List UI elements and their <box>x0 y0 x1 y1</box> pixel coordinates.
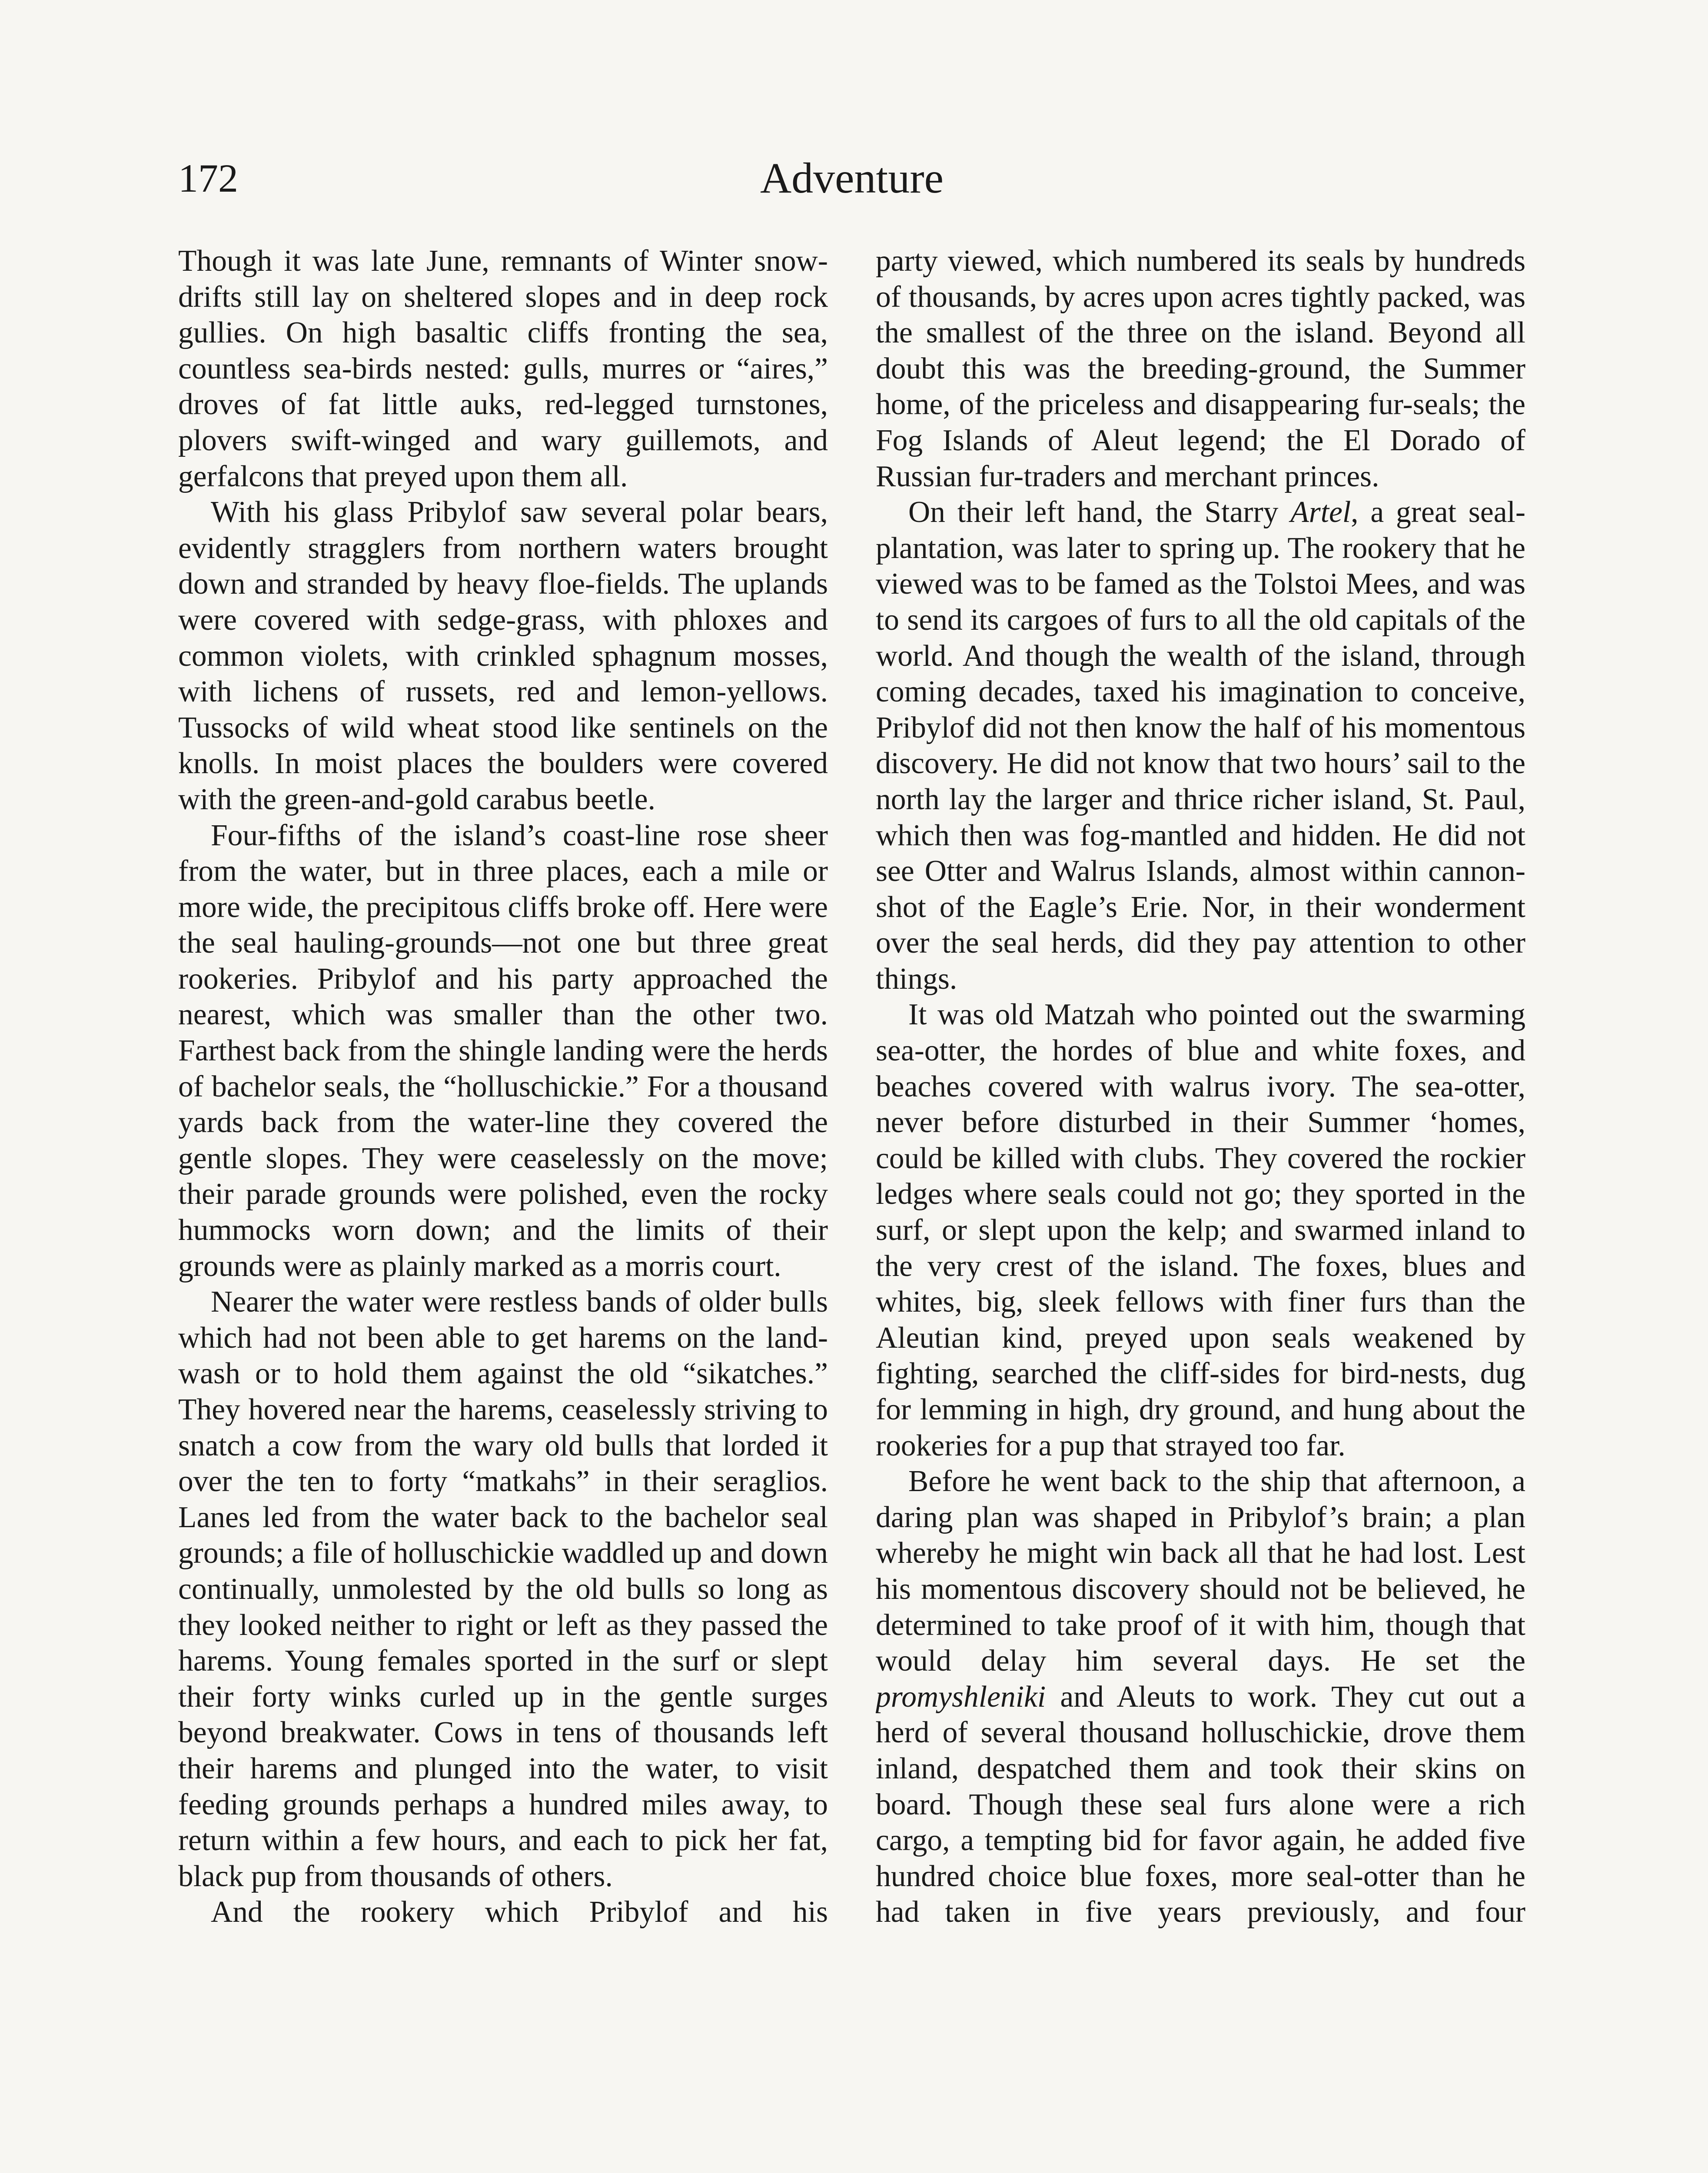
text-run: , a great seal-plantation, was later to spring up. The rookery that he viewed was to be famed as the Tolstoi Mees, and was to send its cargoes of furs to all the old capitals of the world. And though the wealth of the island, through coming decades, taxed his imagination to conceive, Pribylof did not then know the half of his momentous discovery. He did not know that two hours’ sail to the north lay the larger and thrice richer island, St. Paul, which then was fog-mantled and hidden. He did not see Otter and Walrus Islands, almost within cannon-shot of the Eagle’s Erie. Nor, in their wonderment over the seal herds, did they pay attention to other things. <box>876 495 1525 996</box>
paragraph: party viewed, which numbered its seals by hundreds of thousands, by acres upon acres tightly packed, was the smallest of the three on the island. Beyond all doubt this was the breeding-ground, the Summer home, of the priceless and disappearing fur-seals; the Fog Islands of Aleut legend; the El Dorado of Russian fur-traders and merchant princes. <box>876 244 1525 493</box>
text-run: and Aleuts to work. They cut out a herd of several thousand holluschickie, drove them inland, despatched them and took their skins on board. Though these seal furs alone were a rich cargo, a tempting bid for favor again, he added five hundred choice blue foxes, more seal-otter than he had <box>876 1680 1525 1929</box>
right-column <box>876 243 1525 2173</box>
paragraph: Four-fifths of the island’s coast-line rose sheer from the water, but in three places, each a mile or more wide, the precipitous cliffs broke off. Here were the seal hauling-grounds—not one but three great rookeries. Pribylof and his party approached the nearest, which was smaller than the other two. Farthest back from the shingle landing were the herds of bachelor seals, the “holluschickie.” For a thousand yards back from the water-line they covered the gentle slopes. They were ceaselessly on the move; their parade grounds were polished, even the rocky hummocks worn down; and the limits of their grounds were as plainly marked as a morris court. <box>178 818 828 1283</box>
paragraph: Though it was late June, remnants of Winter snow-drifts still lay on sheltered slopes and in deep rock gullies. On high basaltic cliffs fronting the sea, countless sea-birds nested: gulls, murres or “aires,” droves of fat little auks, red-legged turnstones, plovers swift-winged and wary guillemots, and gerfalcons that preyed upon them all. <box>178 244 828 493</box>
paragraph <box>876 495 1525 997</box>
page-header <box>178 148 1525 209</box>
page-number: 172 <box>178 156 238 200</box>
text-run: taken in five years previously, and four <box>945 1895 1525 1929</box>
left-column <box>178 243 828 2173</box>
italic-term: Artel <box>1290 495 1351 529</box>
text-run: On their left hand, the Starry <box>908 495 1291 529</box>
paragraph: And the rookery which Pribylof and his <box>211 1895 828 1929</box>
running-title: Adventure <box>760 154 944 202</box>
text-columns <box>178 243 1525 2173</box>
italic-term: promyshleniki <box>876 1680 1046 1714</box>
text-run: Before he went back to the ship that afternoon, a daring plan was shaped in Pribylof’s brain; a plan whereby he might win back all that he had lost. Lest his momentous discovery should not be believed, he determined to take proof of it with him, though that would delay him several days. He set the <box>876 1465 1525 1678</box>
paragraph: Nearer the water were restless bands of older bulls which had not been able to get harems on the land-wash or to hold them against the old “sikatches.” They hovered near the harems, ceaselessly striving to snatch a cow from the wary old bulls that lorded it over the ten to forty “matkahs” in their seraglios. Lanes led from the water back to the bachelor seal grounds; a file of holluschickie waddled up and down continually, unmolested by the old bulls so long as they looked neither to right or left as they passed the harems. Young females sported in the surf or slept their forty winks curled up in the gentle surges beyond breakwater. Cows in tens of thousands left their harems and plunged into the water, to visit feeding grounds perhaps a hundred miles away, to return within a few hours, and each to pick her fat, black pup from thousands of others. <box>178 1285 828 1893</box>
paragraph: It was old Matzah who pointed out the swarming sea-otter, the hordes of blue and white foxes, and beaches covered with walrus ivory. The sea-otter, never before disturbed in their Summer ‘homes, could be killed with clubs. They covered the rockier ledges where seals could not go; they sported in the surf, or slept upon the kelp; and swarmed inland to the very crest of the island. The foxes, blues and whites, big, sleek fellows with finer furs than the Aleutian kind, preyed upon seals weakened by fighting, searched the cliff-sides for bird-nests, dug for lemming in high, dry ground, and hung about the rookeries for a pup that strayed too far. <box>876 998 1525 1462</box>
paragraph: With his glass Pribylof saw several polar bears, evidently stragglers from northern waters brought down and stranded by heavy floe-fields. The uplands were covered with sedge-grass, with phloxes and common violets, with crinkled sphagnum mosses, with lichens of russets, red and lemon-yellows. Tussocks of wild wheat stood like sentinels on the knolls. In moist places the boulders were covered with the green-and-gold carabus beetle. <box>178 495 828 816</box>
paragraph <box>876 1464 1525 1930</box>
